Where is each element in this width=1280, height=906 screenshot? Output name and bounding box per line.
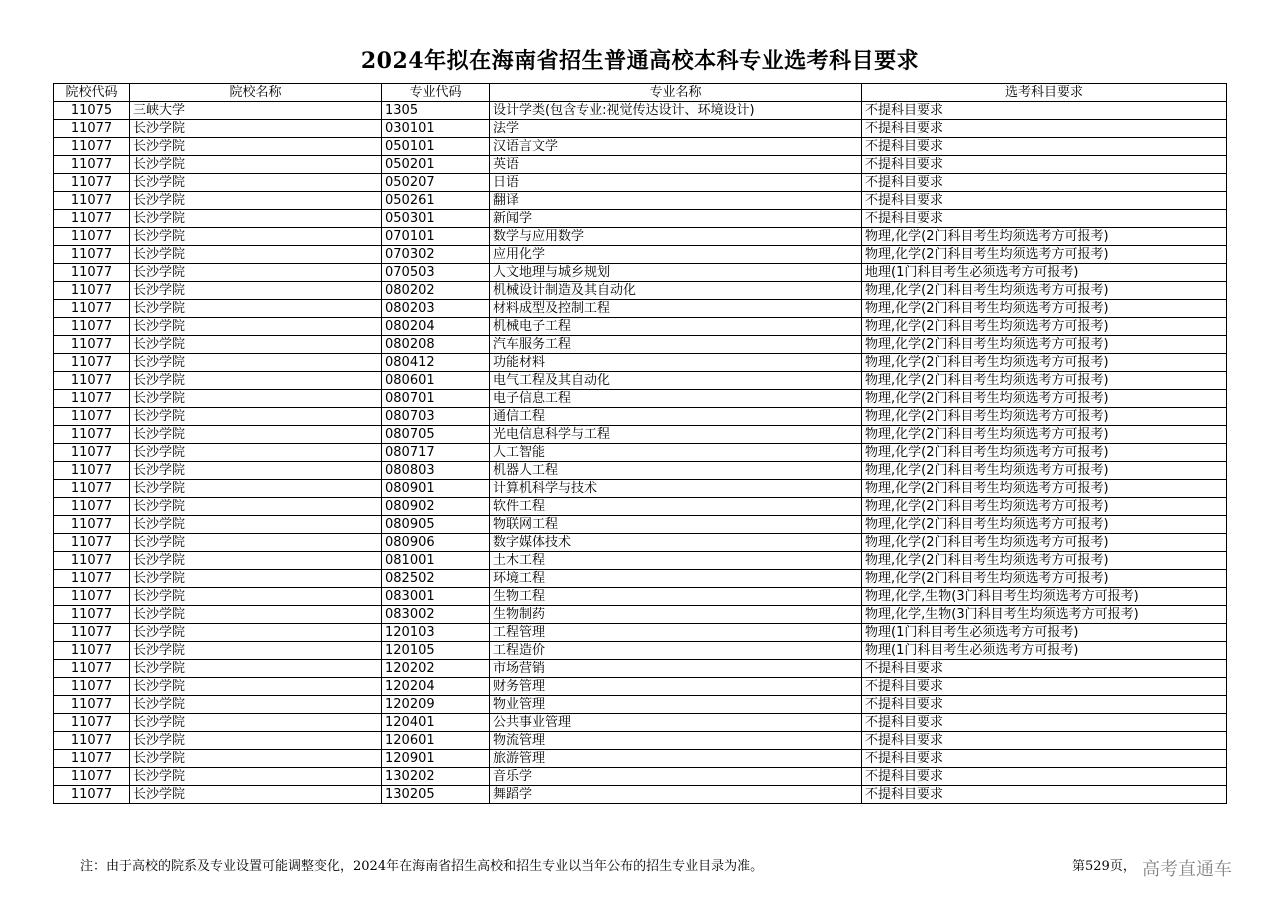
major-name-cell: 功能材料 (490, 354, 862, 372)
major-name-cell: 光电信息科学与工程 (490, 426, 862, 444)
major-code-cell: 120202 (382, 660, 490, 678)
major-name-cell: 物流管理 (490, 732, 862, 750)
school-name-cell: 长沙学院 (130, 354, 382, 372)
subject-requirement-cell: 物理,化学,生物(3门科目考生均须选考方可报考) (862, 588, 1227, 606)
subject-requirement-cell: 地理(1门科目考生必须选考方可报考) (862, 264, 1227, 282)
header-school-name: 院校名称 (130, 84, 382, 102)
school-code-cell: 11077 (54, 246, 130, 264)
table-row (54, 318, 1227, 336)
table-row (54, 174, 1227, 192)
subject-requirement-cell: 物理,化学(2门科目考生均须选考方可报考) (862, 318, 1227, 336)
table-row (54, 588, 1227, 606)
major-code-cell: 1305 (382, 102, 490, 120)
major-code-cell: 050301 (382, 210, 490, 228)
school-name-cell: 长沙学院 (130, 318, 382, 336)
school-name-cell: 长沙学院 (130, 516, 382, 534)
major-code-cell: 130202 (382, 768, 490, 786)
major-name-cell: 舞蹈学 (490, 786, 862, 804)
school-code-cell: 11077 (54, 138, 130, 156)
school-name-cell: 长沙学院 (130, 174, 382, 192)
subject-requirement-cell: 不提科目要求 (862, 156, 1227, 174)
school-name-cell: 长沙学院 (130, 606, 382, 624)
header-school-code: 院校代码 (54, 84, 130, 102)
school-code-cell: 11077 (54, 210, 130, 228)
school-name-cell: 长沙学院 (130, 372, 382, 390)
table-row (54, 498, 1227, 516)
school-code-cell: 11077 (54, 516, 130, 534)
major-name-cell: 法学 (490, 120, 862, 138)
major-code-cell: 070503 (382, 264, 490, 282)
major-code-cell: 030101 (382, 120, 490, 138)
major-code-cell: 080901 (382, 480, 490, 498)
table-row (54, 138, 1227, 156)
school-code-cell: 11077 (54, 192, 130, 210)
major-name-cell: 工程管理 (490, 624, 862, 642)
school-name-cell: 长沙学院 (130, 462, 382, 480)
major-code-cell: 120209 (382, 696, 490, 714)
school-name-cell: 长沙学院 (130, 246, 382, 264)
major-name-cell: 通信工程 (490, 408, 862, 426)
major-name-cell: 设计学类(包含专业:视觉传达设计、环境设计) (490, 102, 862, 120)
major-name-cell: 汽车服务工程 (490, 336, 862, 354)
school-name-cell: 长沙学院 (130, 228, 382, 246)
school-code-cell: 11077 (54, 444, 130, 462)
subject-requirement-cell: 物理,化学(2门科目考生均须选考方可报考) (862, 480, 1227, 498)
subject-requirement-cell: 不提科目要求 (862, 192, 1227, 210)
major-code-cell: 050201 (382, 156, 490, 174)
subject-requirement-cell: 不提科目要求 (862, 696, 1227, 714)
major-name-cell: 电子信息工程 (490, 390, 862, 408)
subject-requirement-cell: 物理,化学(2门科目考生均须选考方可报考) (862, 408, 1227, 426)
major-name-cell: 数字媒体技术 (490, 534, 862, 552)
school-code-cell: 11077 (54, 678, 130, 696)
school-name-cell: 三峡大学 (130, 102, 382, 120)
subject-requirement-cell: 物理,化学(2门科目考生均须选考方可报考) (862, 552, 1227, 570)
major-code-cell: 081001 (382, 552, 490, 570)
subject-requirement-cell: 物理,化学(2门科目考生均须选考方可报考) (862, 390, 1227, 408)
major-code-cell: 070101 (382, 228, 490, 246)
footnote: 注：由于高校的院系及专业设置可能调整变化，2024年在海南省招生高校和招生专业以当年公布的招生专业目录为准。 (80, 859, 764, 874)
school-name-cell: 长沙学院 (130, 210, 382, 228)
school-name-cell: 长沙学院 (130, 732, 382, 750)
major-name-cell: 日语 (490, 174, 862, 192)
school-code-cell: 11077 (54, 696, 130, 714)
table-row (54, 102, 1227, 120)
major-code-cell: 050261 (382, 192, 490, 210)
subject-requirement-cell: 物理,化学(2门科目考生均须选考方可报考) (862, 282, 1227, 300)
table-row (54, 624, 1227, 642)
school-name-cell: 长沙学院 (130, 498, 382, 516)
subject-requirement-cell: 物理,化学(2门科目考生均须选考方可报考) (862, 300, 1227, 318)
table-row (54, 678, 1227, 696)
school-code-cell: 11077 (54, 300, 130, 318)
school-code-cell: 11077 (54, 570, 130, 588)
table-row (54, 210, 1227, 228)
major-name-cell: 市场营销 (490, 660, 862, 678)
subject-requirement-cell: 不提科目要求 (862, 732, 1227, 750)
school-name-cell: 长沙学院 (130, 336, 382, 354)
major-name-cell: 人工智能 (490, 444, 862, 462)
subject-requirement-cell: 不提科目要求 (862, 210, 1227, 228)
subject-requirement-cell: 物理,化学(2门科目考生均须选考方可报考) (862, 534, 1227, 552)
major-code-cell: 080412 (382, 354, 490, 372)
school-code-cell: 11077 (54, 534, 130, 552)
major-code-cell: 120105 (382, 642, 490, 660)
school-code-cell: 11077 (54, 282, 130, 300)
school-name-cell: 长沙学院 (130, 642, 382, 660)
school-name-cell: 长沙学院 (130, 696, 382, 714)
school-code-cell: 11077 (54, 174, 130, 192)
major-code-cell: 080906 (382, 534, 490, 552)
table-row (54, 714, 1227, 732)
school-name-cell: 长沙学院 (130, 282, 382, 300)
school-code-cell: 11077 (54, 336, 130, 354)
subject-requirement-cell: 不提科目要求 (862, 714, 1227, 732)
major-name-cell: 英语 (490, 156, 862, 174)
major-code-cell: 120601 (382, 732, 490, 750)
major-code-cell: 080703 (382, 408, 490, 426)
major-name-cell: 机械设计制造及其自动化 (490, 282, 862, 300)
header-subject-requirement: 选考科目要求 (862, 84, 1227, 102)
major-name-cell: 计算机科学与技术 (490, 480, 862, 498)
table-row (54, 732, 1227, 750)
table-row (54, 192, 1227, 210)
subject-requirement-cell: 不提科目要求 (862, 102, 1227, 120)
subject-requirement-cell: 物理(1门科目考生必须选考方可报考) (862, 624, 1227, 642)
major-code-cell: 080905 (382, 516, 490, 534)
school-code-cell: 11077 (54, 462, 130, 480)
subject-requirement-cell: 物理,化学(2门科目考生均须选考方可报考) (862, 516, 1227, 534)
major-code-cell: 080705 (382, 426, 490, 444)
major-code-cell: 130205 (382, 786, 490, 804)
major-code-cell: 080202 (382, 282, 490, 300)
school-name-cell: 长沙学院 (130, 192, 382, 210)
table-row (54, 516, 1227, 534)
major-name-cell: 音乐学 (490, 768, 862, 786)
subject-requirement-cell: 物理,化学(2门科目考生均须选考方可报考) (862, 372, 1227, 390)
school-code-cell: 11075 (54, 102, 130, 120)
major-name-cell: 人文地理与城乡规划 (490, 264, 862, 282)
major-code-cell: 050207 (382, 174, 490, 192)
table-row (54, 768, 1227, 786)
major-code-cell: 080203 (382, 300, 490, 318)
major-code-cell: 083002 (382, 606, 490, 624)
table-row (54, 660, 1227, 678)
school-code-cell: 11077 (54, 390, 130, 408)
school-code-cell: 11077 (54, 552, 130, 570)
table-row (54, 426, 1227, 444)
school-name-cell: 长沙学院 (130, 534, 382, 552)
page-number: 第529页， (1072, 859, 1136, 874)
major-name-cell: 机器人工程 (490, 462, 862, 480)
table-row (54, 372, 1227, 390)
school-code-cell: 11077 (54, 768, 130, 786)
subject-requirement-cell: 不提科目要求 (862, 678, 1227, 696)
subject-requirement-cell: 物理,化学(2门科目考生均须选考方可报考) (862, 354, 1227, 372)
subject-requirement-cell: 物理,化学(2门科目考生均须选考方可报考) (862, 246, 1227, 264)
subject-requirement-cell: 物理,化学(2门科目考生均须选考方可报考) (862, 426, 1227, 444)
subject-requirement-cell: 不提科目要求 (862, 138, 1227, 156)
school-code-cell: 11077 (54, 714, 130, 732)
school-name-cell: 长沙学院 (130, 390, 382, 408)
subject-requirement-cell: 物理(1门科目考生必须选考方可报考) (862, 642, 1227, 660)
subject-requirement-cell: 不提科目要求 (862, 174, 1227, 192)
school-name-cell: 长沙学院 (130, 408, 382, 426)
subject-requirement-cell: 物理,化学(2门科目考生均须选考方可报考) (862, 462, 1227, 480)
table-row (54, 264, 1227, 282)
subject-requirement-cell: 不提科目要求 (862, 120, 1227, 138)
major-code-cell: 120901 (382, 750, 490, 768)
school-name-cell: 长沙学院 (130, 624, 382, 642)
major-name-cell: 公共事业管理 (490, 714, 862, 732)
major-code-cell: 080717 (382, 444, 490, 462)
subject-requirement-cell: 物理,化学(2门科目考生均须选考方可报考) (862, 228, 1227, 246)
school-code-cell: 11077 (54, 372, 130, 390)
table-row (54, 444, 1227, 462)
major-name-cell: 软件工程 (490, 498, 862, 516)
major-code-cell: 120401 (382, 714, 490, 732)
school-name-cell: 长沙学院 (130, 480, 382, 498)
major-code-cell: 120204 (382, 678, 490, 696)
table-row (54, 120, 1227, 138)
school-name-cell: 长沙学院 (130, 750, 382, 768)
school-code-cell: 11077 (54, 642, 130, 660)
major-name-cell: 翻译 (490, 192, 862, 210)
major-name-cell: 材料成型及控制工程 (490, 300, 862, 318)
school-code-cell: 11077 (54, 228, 130, 246)
school-name-cell: 长沙学院 (130, 570, 382, 588)
table-header-row (54, 84, 1227, 102)
major-code-cell: 082502 (382, 570, 490, 588)
school-name-cell: 长沙学院 (130, 714, 382, 732)
school-code-cell: 11077 (54, 120, 130, 138)
school-name-cell: 长沙学院 (130, 552, 382, 570)
document-title: 2024年拟在海南省招生普通高校本科专业选考科目要求 (360, 48, 920, 74)
major-code-cell: 080902 (382, 498, 490, 516)
major-name-cell: 生物制药 (490, 606, 862, 624)
table-row (54, 750, 1227, 768)
school-code-cell: 11077 (54, 606, 130, 624)
table-body (54, 102, 1227, 804)
school-name-cell: 长沙学院 (130, 426, 382, 444)
major-code-cell: 120103 (382, 624, 490, 642)
table-row (54, 462, 1227, 480)
requirements-table (53, 83, 1227, 804)
school-code-cell: 11077 (54, 660, 130, 678)
major-name-cell: 数学与应用数学 (490, 228, 862, 246)
school-name-cell: 长沙学院 (130, 678, 382, 696)
school-name-cell: 长沙学院 (130, 156, 382, 174)
table-row (54, 336, 1227, 354)
school-code-cell: 11077 (54, 354, 130, 372)
school-name-cell: 长沙学院 (130, 588, 382, 606)
table-row (54, 390, 1227, 408)
table-row (54, 786, 1227, 804)
major-name-cell: 汉语言文学 (490, 138, 862, 156)
subject-requirement-cell: 不提科目要求 (862, 768, 1227, 786)
subject-requirement-cell: 不提科目要求 (862, 660, 1227, 678)
table-row (54, 246, 1227, 264)
table-row (54, 156, 1227, 174)
major-code-cell: 080701 (382, 390, 490, 408)
school-code-cell: 11077 (54, 498, 130, 516)
major-name-cell: 生物工程 (490, 588, 862, 606)
subject-requirement-cell: 不提科目要求 (862, 750, 1227, 768)
school-code-cell: 11077 (54, 588, 130, 606)
major-name-cell: 财务管理 (490, 678, 862, 696)
major-code-cell: 080204 (382, 318, 490, 336)
subject-requirement-cell: 物理,化学(2门科目考生均须选考方可报考) (862, 336, 1227, 354)
school-code-cell: 11077 (54, 750, 130, 768)
school-code-cell: 11077 (54, 318, 130, 336)
major-name-cell: 应用化学 (490, 246, 862, 264)
major-name-cell: 新闻学 (490, 210, 862, 228)
major-name-cell: 土木工程 (490, 552, 862, 570)
school-name-cell: 长沙学院 (130, 120, 382, 138)
subject-requirement-cell: 物理,化学(2门科目考生均须选考方可报考) (862, 498, 1227, 516)
subject-requirement-cell: 物理,化学(2门科目考生均须选考方可报考) (862, 444, 1227, 462)
major-code-cell: 050101 (382, 138, 490, 156)
table-row (54, 228, 1227, 246)
school-name-cell: 长沙学院 (130, 300, 382, 318)
table-row (54, 570, 1227, 588)
school-name-cell: 长沙学院 (130, 264, 382, 282)
school-code-cell: 11077 (54, 426, 130, 444)
table-row (54, 480, 1227, 498)
major-code-cell: 080601 (382, 372, 490, 390)
major-name-cell: 工程造价 (490, 642, 862, 660)
header-major-name: 专业名称 (490, 84, 862, 102)
table-row (54, 300, 1227, 318)
school-code-cell: 11077 (54, 156, 130, 174)
header-major-code: 专业代码 (382, 84, 490, 102)
school-name-cell: 长沙学院 (130, 786, 382, 804)
table-row (54, 642, 1227, 660)
table-row (54, 606, 1227, 624)
school-code-cell: 11077 (54, 732, 130, 750)
major-code-cell: 080208 (382, 336, 490, 354)
major-name-cell: 环境工程 (490, 570, 862, 588)
school-code-cell: 11077 (54, 786, 130, 804)
table-row (54, 534, 1227, 552)
school-code-cell: 11077 (54, 480, 130, 498)
major-name-cell: 物联网工程 (490, 516, 862, 534)
subject-requirement-cell: 不提科目要求 (862, 786, 1227, 804)
school-code-cell: 11077 (54, 408, 130, 426)
subject-requirement-cell: 物理,化学(2门科目考生均须选考方可报考) (862, 570, 1227, 588)
school-name-cell: 长沙学院 (130, 444, 382, 462)
school-name-cell: 长沙学院 (130, 768, 382, 786)
major-code-cell: 070302 (382, 246, 490, 264)
table-row (54, 408, 1227, 426)
subject-requirement-cell: 物理,化学,生物(3门科目考生均须选考方可报考) (862, 606, 1227, 624)
school-code-cell: 11077 (54, 624, 130, 642)
major-code-cell: 083001 (382, 588, 490, 606)
table-row (54, 354, 1227, 372)
major-name-cell: 电气工程及其自动化 (490, 372, 862, 390)
major-name-cell: 物业管理 (490, 696, 862, 714)
school-code-cell: 11077 (54, 264, 130, 282)
table-row (54, 552, 1227, 570)
school-name-cell: 长沙学院 (130, 138, 382, 156)
major-name-cell: 旅游管理 (490, 750, 862, 768)
major-code-cell: 080803 (382, 462, 490, 480)
watermark-logo: 高考直通车 (1142, 859, 1232, 880)
table-row (54, 282, 1227, 300)
table-row (54, 696, 1227, 714)
school-name-cell: 长沙学院 (130, 660, 382, 678)
major-name-cell: 机械电子工程 (490, 318, 862, 336)
